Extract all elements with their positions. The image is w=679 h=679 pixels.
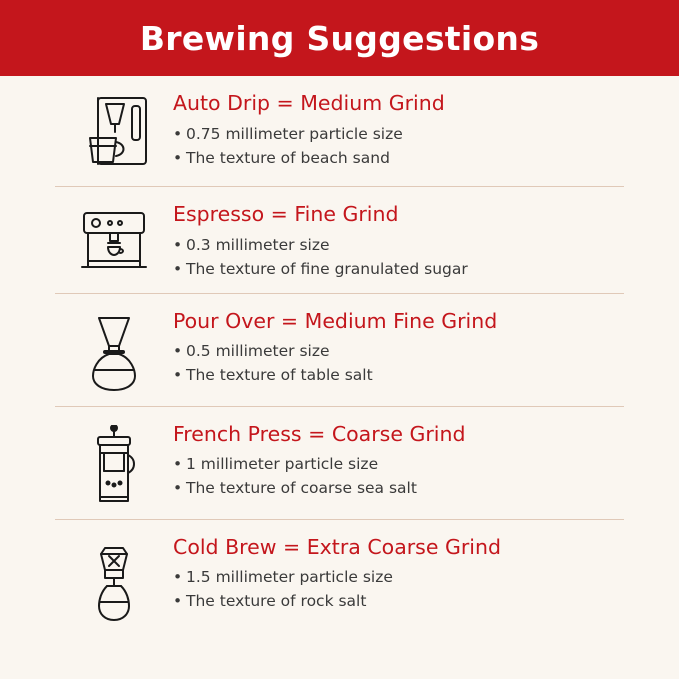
method-bullets <box>173 339 624 387</box>
page-header <box>0 0 679 76</box>
method-bullets <box>173 122 624 170</box>
list-item <box>55 293 624 406</box>
method-bullet: • The texture of fine granulated sugar <box>173 257 624 281</box>
pour-over-chemex-icon <box>55 308 173 394</box>
list-item <box>55 406 624 519</box>
cold-brew-dripper-icon <box>55 534 173 624</box>
method-bullet: • 0.75 millimeter particle size <box>173 122 624 146</box>
espresso-machine-icon <box>55 201 173 277</box>
method-text <box>173 308 624 388</box>
list-item <box>55 76 624 186</box>
method-bullet: • 0.5 millimeter size <box>173 339 624 363</box>
brewing-methods-list <box>0 76 679 636</box>
method-text <box>173 534 624 614</box>
method-bullet: • 0.3 millimeter size <box>173 233 624 257</box>
method-title: Cold Brew = Extra Coarse Grind <box>173 534 502 559</box>
list-item <box>55 519 624 636</box>
method-text <box>173 90 624 170</box>
method-title: French Press = Coarse Grind <box>173 421 466 446</box>
method-text <box>173 201 624 281</box>
page-title: Brewing Suggestions <box>139 18 540 58</box>
method-bullet: • The texture of rock salt <box>173 589 624 613</box>
drip-coffee-maker-icon <box>55 90 173 174</box>
method-text <box>173 421 624 501</box>
method-title: Espresso = Fine Grind <box>173 202 399 226</box>
method-bullets <box>173 565 624 613</box>
method-bullet: • The texture of coarse sea salt <box>173 476 624 500</box>
method-bullet: • 1.5 millimeter particle size <box>173 565 624 589</box>
method-bullet: • The texture of table salt <box>173 363 624 387</box>
method-bullets <box>173 233 624 281</box>
method-title: Auto Drip = Medium Grind <box>173 91 445 115</box>
method-title: Pour Over = Medium Fine Grind <box>173 308 498 333</box>
method-bullet: • 1 millimeter particle size <box>173 452 624 476</box>
method-bullets <box>173 452 624 500</box>
method-bullet: • The texture of beach sand <box>173 146 624 170</box>
french-press-icon <box>55 421 173 507</box>
list-item <box>55 186 624 293</box>
